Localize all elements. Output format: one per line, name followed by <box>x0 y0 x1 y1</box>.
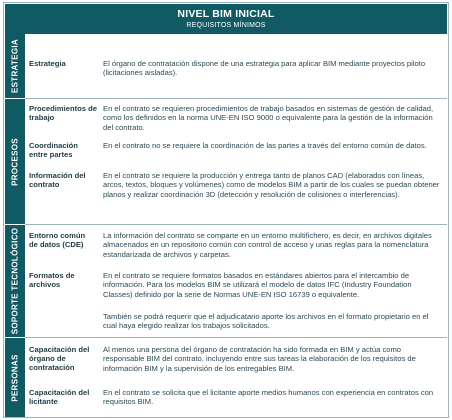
requirements-table <box>3 2 449 418</box>
category-label: PROCESOS <box>10 137 20 186</box>
row-text: Al menos una persona del órgano de contratación ha sido formada en BIM y actúa como responsable BIM del contrato, incluyendo entre sus tareas la elaboración de los requisitos de información BIM y la supervisión de los entregables BIM. <box>103 345 416 373</box>
row-label: Estrategia <box>29 59 66 68</box>
row-label: Información del contrato <box>29 171 86 189</box>
category-procesos <box>5 99 25 225</box>
category-soporte-tecnologico <box>5 225 25 338</box>
row-label: Entorno común de datos (CDE) <box>29 231 86 249</box>
table-title: NIVEL BIM INICIAL <box>177 8 275 20</box>
row-text: La información del contrato se comparte en un entorno multifichero, es decir, en archivos digitales almacenados en un repositorio común con control de acceso y unas reglas para la nomenclatura estandarizada de archivos y carpetas. <box>103 231 432 259</box>
row-label: Capacitación del licitante <box>29 388 90 406</box>
row-label: Capacitación del órgano de contratación <box>29 345 90 372</box>
row-text: El órgano de contratación dispone de una estrategia para aplicar BIM mediante proyectos piloto (licitaciones aisladas). <box>103 59 426 78</box>
category-personas <box>5 338 25 417</box>
row-label: Procedimientos de trabajo <box>29 104 97 122</box>
row-text: En el contrato no se requiere la coordinación de las partes a través del entorno común de datos. <box>103 141 427 150</box>
category-label: ESTRATEGIA <box>10 39 20 93</box>
category-label: PERSONAS <box>10 353 20 402</box>
table-subtitle: REQUISITOS MÍNIMOS <box>186 22 266 29</box>
row-text: En el contrato se requiere la producción y entrega tanto de planos CAD (elaborados con líneas, arcos, textos, bloques y volúmenes) como de modelos BIM a partir de los cuales se puedan obtener planos y realizar coordinación 3D (detección y resolución de colisiones o interferencias). <box>103 171 440 199</box>
table-header <box>5 4 447 34</box>
row-text: En el contrato se requieren procedimientos de trabajo basados en sistemas de gestión de calidad, como los definidos en la norma UNE-EN ISO 9000 o equivalente para la gestión de la información del contrato. <box>103 104 434 132</box>
category-label: SOPORTE TECNOLÓGICO <box>10 227 20 335</box>
row-label: Coordinación entre partes <box>29 141 78 159</box>
category-estrategia <box>5 34 25 99</box>
row-text-secondary: También se podrá requerir que el adjudicatario aporte los archivos en el formato propietario en el cual haya elegido realizar los trabajos solicitados. <box>103 312 429 331</box>
row-label: Formatos de archivos <box>29 271 75 289</box>
row-text: En el contrato se solicita que el licitante aporte medios humanos con experiencia en contratos con requisitos BIM. <box>103 388 434 407</box>
row-text: En el contrato se requiere formatos basados en estándares abiertos para el intercambio de información. Para los modelos BIM se utilizará el modelo de datos IFC (Industry Foundation Classes) definido por la serie de Normas UNE-EN ISO 16739 o equivalente. <box>103 271 412 299</box>
